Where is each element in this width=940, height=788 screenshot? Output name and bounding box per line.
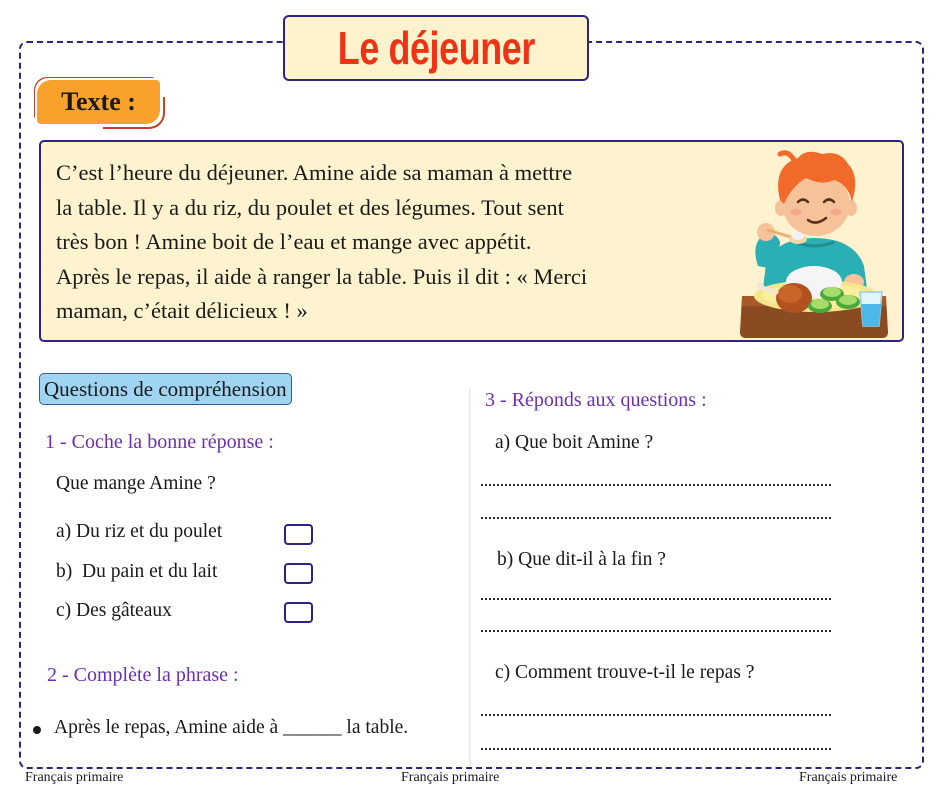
bullet-icon xyxy=(33,726,41,734)
fill-in-blank[interactable]: ______ xyxy=(283,717,342,738)
option-b-checkbox[interactable] xyxy=(284,563,313,584)
texte-tag xyxy=(37,80,160,124)
answer-line-c1[interactable] xyxy=(481,712,831,716)
texte-label: Texte : xyxy=(61,87,136,116)
reading-line: très bon ! Amine boit de l’eau et mange avec appétit. xyxy=(56,229,532,254)
answer-line-a2[interactable] xyxy=(481,515,831,519)
exercise2-title: 2 - Complète la phrase : xyxy=(47,664,239,686)
answer-line-b1[interactable] xyxy=(481,596,831,600)
exercise1-option-a-label: a) Du riz et du poulet xyxy=(56,521,223,542)
sentence-after: la table. xyxy=(346,717,409,738)
sentence-before: Après le repas, Amine aide à xyxy=(54,717,279,738)
exercise3-question-a: a) Que boit Amine ? xyxy=(495,432,654,453)
answer-line-c2[interactable] xyxy=(481,746,831,750)
footer-center: Français primaire xyxy=(401,770,500,785)
page-title: Le déjeuner xyxy=(337,22,535,74)
exercise3-title: 3 - Réponds aux questions : xyxy=(485,389,707,411)
reading-line: la table. Il y a du riz, du poulet et des légumes. Tout sent xyxy=(56,194,564,220)
reading-line: C’est l’heure du déjeuner. Amine aide sa maman à mettre xyxy=(56,160,573,185)
option-c-checkbox[interactable] xyxy=(284,602,313,623)
answer-line-b2[interactable] xyxy=(481,628,831,632)
reading-line: Après le repas, il aide à ranger la table. Puis il dit : « Merci xyxy=(56,263,588,289)
exercise1-question: Que mange Amine ? xyxy=(56,473,216,494)
reading-passage xyxy=(56,156,696,329)
boy-eating-illustration-icon xyxy=(736,146,894,340)
exercise3-question-b: b) Que dit-il à la fin ? xyxy=(497,549,666,570)
footer-right: Français primaire xyxy=(799,770,898,785)
answer-line-a1[interactable] xyxy=(481,482,831,486)
title-banner xyxy=(283,15,589,81)
exercise3-question-c: c) Comment trouve-t-il le repas ? xyxy=(495,662,755,683)
footer-left: Français primaire xyxy=(25,770,124,785)
exercise1-title: 1 - Coche la bonne réponse : xyxy=(45,431,274,453)
comprehension-questions-badge: Questions de compréhension xyxy=(39,373,292,405)
reading-passage-box xyxy=(39,140,904,342)
exercise1-option-c-label: c) Des gâteaux xyxy=(56,600,172,621)
reading-line: maman, c’était délicieux ! » xyxy=(56,298,308,323)
exercise2-sentence xyxy=(54,717,408,739)
exercise1-option-b-label: b) Du pain et du lait xyxy=(56,561,218,582)
column-divider xyxy=(469,388,471,766)
option-a-checkbox[interactable] xyxy=(284,524,313,545)
